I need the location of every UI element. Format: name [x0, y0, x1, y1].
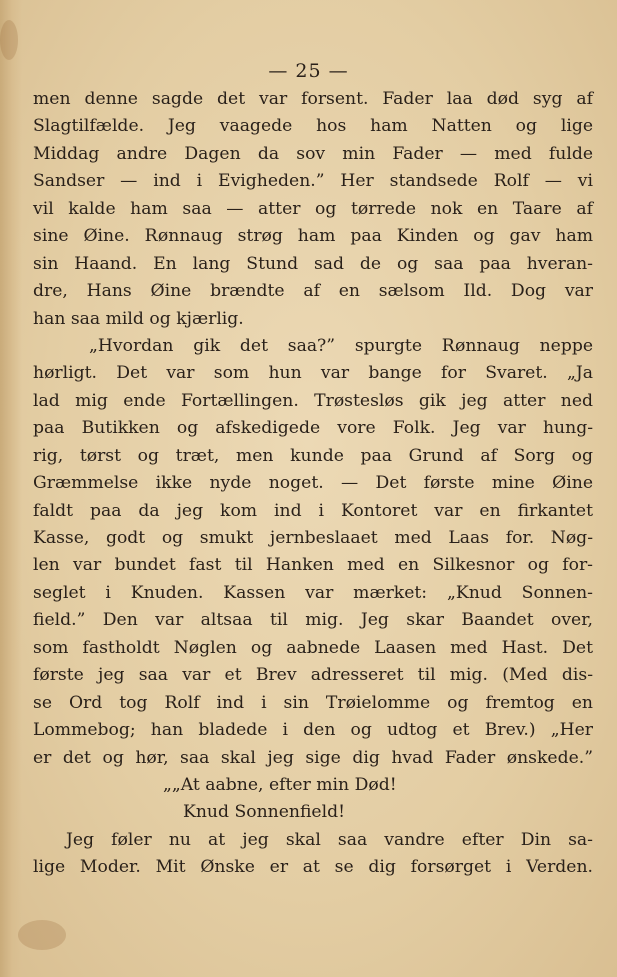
- text-line: „Hvordan gik det saa?” spurgte Rønnaug neppe: [89, 335, 593, 356]
- text-line: seglet i Knuden. Kassen var mærket: „Knud Sonnen-: [33, 582, 593, 603]
- stain-mark: [0, 20, 18, 60]
- text-line: som fastholdt Nøglen og aabnede Laasen med Hast. Det: [33, 637, 593, 658]
- page-number: — 25 —: [268, 60, 349, 82]
- page-spine-edge: [0, 0, 22, 977]
- text-line: sine Øine. Rønnaug strøg ham paa Kinden og gav ham: [33, 226, 593, 247]
- text-line: Slagtilfælde. Jeg vaagede hos ham Natten og lige: [33, 116, 593, 137]
- text-line: lad mig ende Fortællingen. Trøstesløs gik jeg atter ned: [33, 390, 593, 411]
- text-line: vil kalde ham saa — atter og tørrede nok en Taare af: [33, 198, 593, 219]
- text-line: field.” Den var altsaa til mig. Jeg skar Baandet over,: [33, 610, 593, 631]
- text-line: len var bundet fast til Hanken med en Silkesnor og for-: [33, 555, 593, 576]
- text-line: rig, tørst og træt, men kunde paa Grund af Sorg og: [33, 445, 593, 466]
- text-line: Jeg føler nu at jeg skal saa vandre efter Din sa-: [66, 829, 593, 850]
- text-line: Middag andre Dagen da sov min Fader — med fulde: [33, 143, 593, 164]
- text-line: paa Butikken og afskedigede vore Folk. Jeg var hung-: [33, 418, 593, 439]
- text-line: er det og hør, saa skal jeg sige dig hvad Fader ønskede.”: [33, 747, 593, 768]
- text-line: se Ord tog Rolf ind i sin Trøielomme og fremtog en: [33, 692, 593, 713]
- text-line: dre, Hans Øine brændte af en sælsom Ild. Dog var: [33, 281, 593, 302]
- text-line: faldt paa da jeg kom ind i Kontoret var en firkantet: [33, 500, 593, 521]
- text-line: men denne sagde det var forsent. Fader laa død syg af: [33, 89, 593, 109]
- stain-mark: [18, 920, 66, 950]
- text-line: hørligt. Det var som hun var bange for Svaret. „Ja: [33, 363, 593, 384]
- text-line: lige Moder. Mit Ønske er at se dig forsørget i Verden.: [33, 857, 593, 878]
- text-line: første jeg saa var et Brev adresseret til mig. (Med dis-: [33, 665, 593, 686]
- text-line: Græmmelse ikke nyde noget. — Det første mine Øine: [33, 473, 593, 494]
- text-line: Lommebog; han bladede i den og udtog et Brev.) „Her: [33, 720, 593, 741]
- text-line: Knud Sonnenfield!: [183, 802, 345, 823]
- body-text: [33, 86, 593, 882]
- text-line: „„At aabne, efter min Død!: [163, 774, 397, 795]
- text-line: han saa mild og kjærlig.: [33, 308, 244, 329]
- text-line: Sandser — ind i Evigheden.” Her standsede Rolf — vi: [33, 171, 593, 192]
- text-line: Kasse, godt og smukt jernbeslaaet med Laas for. Nøg-: [33, 528, 593, 548]
- text-line: sin Haand. En lang Stund sad de og saa paa hveran-: [33, 253, 593, 274]
